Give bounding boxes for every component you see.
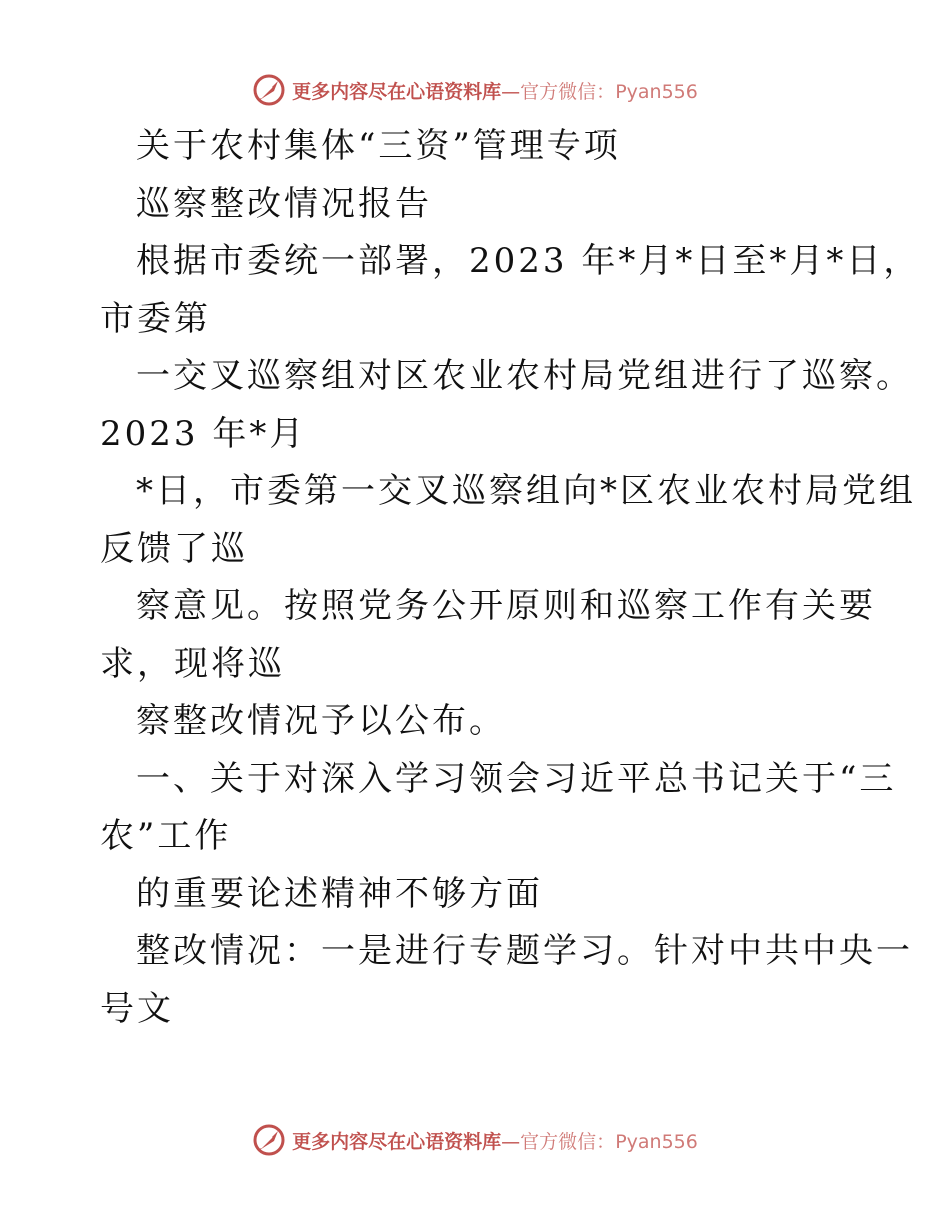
feather-logo-icon xyxy=(252,73,286,107)
paragraph-line: 一交叉巡察组对区农业农村局党组进行了巡察。 xyxy=(136,356,913,396)
paragraph-line: 关于农村集体“三资”管理专项 xyxy=(136,126,621,166)
document-body xyxy=(100,118,921,1038)
paragraph-line: 农”工作 xyxy=(100,816,232,856)
header-watermark-banner xyxy=(0,70,950,110)
footer-watermark-banner xyxy=(0,1120,950,1160)
paragraph-line: 一、关于对深入学习领会习近平总书记关于“三 xyxy=(136,758,897,799)
footer-wechat-label: 官方微信： xyxy=(520,1130,616,1153)
header-banner-text xyxy=(292,77,698,104)
paragraph-line: 反馈了巡 xyxy=(100,528,248,569)
paragraph-line: 号文 xyxy=(100,988,174,1029)
paragraph-line: 求，现将巡 xyxy=(100,643,285,684)
feather-logo-icon xyxy=(252,1123,286,1157)
footer-banner-text xyxy=(292,1127,698,1154)
paragraph-line: *日，市委第一交叉巡察组向*区农业农村局党组 xyxy=(136,471,916,511)
header-wechat-label: 官方微信： xyxy=(520,80,616,103)
footer-dash: — xyxy=(501,1130,521,1153)
footer-brand: 更多内容尽在心语资料库 xyxy=(292,1130,502,1153)
paragraph-line: 市委第 xyxy=(100,298,211,339)
paragraph-line: 察整改情况予以公布。 xyxy=(136,701,506,741)
paragraph-line: 根据市委统一部署，2023 年*月*日至*月*日， xyxy=(136,241,921,281)
paragraph-line: 的重要论述精神不够方面 xyxy=(136,873,543,914)
footer-wechat-id: Pyan556 xyxy=(615,1130,698,1153)
paragraph-line: 整改情况：一是进行专题学习。针对中共中央一 xyxy=(136,931,913,971)
paragraph-line: 2023 年*月 xyxy=(100,413,307,454)
paragraph-line: 察意见。按照党务公开原则和巡察工作有关要 xyxy=(136,586,876,626)
header-wechat-id: Pyan556 xyxy=(615,80,698,103)
header-dash: — xyxy=(501,80,521,103)
header-brand: 更多内容尽在心语资料库 xyxy=(292,80,502,103)
paragraph-line: 巡察整改情况报告 xyxy=(136,183,432,224)
